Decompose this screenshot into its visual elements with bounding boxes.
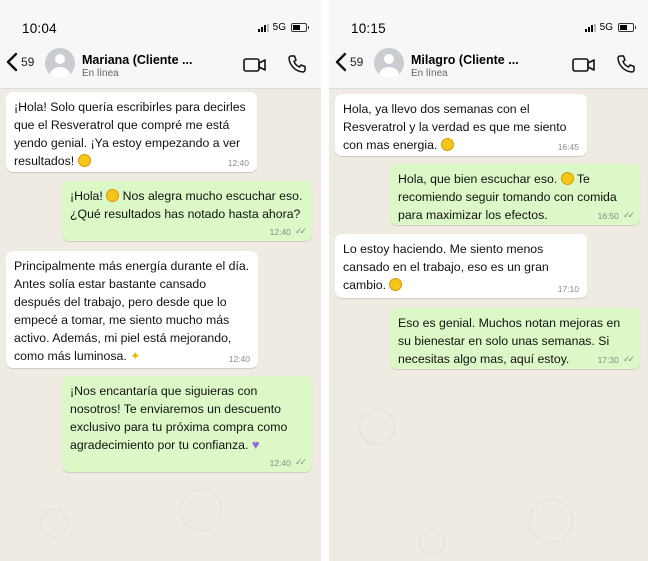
message-text xyxy=(343,240,579,294)
contact-info[interactable] xyxy=(411,53,519,79)
battery-icon xyxy=(618,23,634,32)
status-bar xyxy=(0,0,321,40)
chat-screen-milagro xyxy=(329,0,648,561)
chevron-left-icon xyxy=(6,52,18,72)
message-time: 16:45 xyxy=(557,142,579,152)
back-button[interactable] xyxy=(6,52,34,72)
phone-call-icon[interactable] xyxy=(616,54,636,74)
message-text xyxy=(343,100,579,154)
wallpaper-doodle xyxy=(359,409,395,445)
message-greeting: Hola, que bien escuchar eso. xyxy=(398,172,558,186)
message-time: 12:40 xyxy=(269,226,291,237)
flexed-person-icon xyxy=(441,138,454,151)
message-text xyxy=(70,382,304,454)
message-body: Te recomiendo seguir tomando con comida para maximizar los efectos. xyxy=(398,172,617,222)
message-body: Eso es genial. Muchos notan mejoras en su bienestar en solo unas semanas. Si necesitas algo mas, aquí estoy. xyxy=(398,316,621,366)
status-bar xyxy=(329,0,648,40)
smiling-face-icon xyxy=(106,189,119,202)
message-meta xyxy=(558,284,579,294)
message-outgoing[interactable] xyxy=(62,181,312,241)
chat-screen-mariana xyxy=(0,0,321,561)
wallpaper-doodle xyxy=(529,499,573,543)
message-body: Lo estoy haciendo. Me siento menos cansado en el trabajo, eso es un gran cambio. xyxy=(343,242,549,292)
message-meta xyxy=(270,457,304,468)
read-receipt-icon: ✓✓ xyxy=(294,457,304,467)
avatar[interactable] xyxy=(45,48,75,78)
contact-name: Mariana (Cliente ... xyxy=(82,53,193,67)
video-call-icon[interactable] xyxy=(243,57,267,73)
network-label: 5G xyxy=(272,22,286,33)
message-time: 17:10 xyxy=(557,284,579,294)
wallpaper-doodle xyxy=(419,529,445,555)
grinning-face-icon xyxy=(389,278,402,291)
contact-name: Milagro (Cliente ... xyxy=(411,53,519,67)
message-greeting: ¡Hola! xyxy=(70,189,103,203)
chat-area[interactable] xyxy=(329,89,648,561)
message-body: Hola, ya llevo dos semanas con el Resveratrol y la verdad es que me siento con mas energia. xyxy=(343,102,567,152)
message-body: Nos alegra mucho escuchar eso. ¿Qué resultados has notado hasta ahora? xyxy=(70,189,303,221)
unread-count: 59 xyxy=(21,55,35,69)
message-outgoing[interactable] xyxy=(390,164,640,225)
message-text xyxy=(14,257,250,365)
message-incoming[interactable] xyxy=(335,94,587,156)
message-incoming[interactable] xyxy=(335,234,587,298)
read-receipt-icon: ✓✓ xyxy=(622,210,632,220)
wallpaper-doodle xyxy=(40,509,68,537)
status-indicators xyxy=(258,22,307,33)
avatar[interactable] xyxy=(374,48,404,78)
video-call-icon[interactable] xyxy=(572,57,596,73)
grinning-face-icon xyxy=(78,154,91,167)
message-time: 12:40 xyxy=(269,457,291,468)
chevron-left-icon xyxy=(335,52,347,72)
contact-status: En línea xyxy=(82,68,119,79)
screen-divider xyxy=(321,0,329,561)
message-body: ¡Hola! Solo quería escribirles para decirles que el Resveratrol que compré me está yendo genial. ¡Ya estoy empezando a ver resultados! xyxy=(14,100,246,168)
message-text xyxy=(14,98,249,170)
message-time: 16:50 xyxy=(597,210,619,221)
back-button[interactable] xyxy=(335,52,363,72)
message-body: Principalmente más energía durante el día. Antes solía estar bastante cansado después del trabajo, pero desde que lo empecé a tomar, me siento mucho más activo. Además, mi piel está mejorando, como más luminosa. xyxy=(14,259,250,363)
message-outgoing[interactable] xyxy=(62,376,312,472)
message-incoming[interactable] xyxy=(6,92,257,172)
message-meta xyxy=(229,354,250,364)
message-meta xyxy=(228,158,249,168)
signal-icon xyxy=(258,24,269,32)
smiling-face-icon xyxy=(561,172,574,185)
sparkles-icon: ✦ xyxy=(130,349,141,363)
contact-info[interactable] xyxy=(82,53,192,79)
chat-area[interactable] xyxy=(0,89,321,561)
message-text xyxy=(70,187,304,223)
message-meta xyxy=(598,210,632,221)
message-time: 12:40 xyxy=(228,354,250,364)
message-time: 17:30 xyxy=(597,354,619,365)
message-outgoing[interactable] xyxy=(390,308,640,369)
purple-heart-icon: ♥ xyxy=(251,437,260,452)
message-meta xyxy=(270,226,304,237)
read-receipt-icon: ✓✓ xyxy=(622,354,632,364)
chat-header xyxy=(329,40,648,89)
contact-status: En línea xyxy=(411,68,448,79)
message-meta xyxy=(558,142,579,152)
status-time: 10:15 xyxy=(351,21,386,36)
message-time: 12:40 xyxy=(227,158,249,168)
message-incoming[interactable] xyxy=(6,251,258,368)
read-receipt-icon: ✓✓ xyxy=(294,226,304,236)
wallpaper-doodle xyxy=(180,489,222,531)
battery-icon xyxy=(291,23,307,32)
network-label: 5G xyxy=(599,22,613,33)
chat-header xyxy=(0,40,321,89)
signal-icon xyxy=(585,24,596,32)
status-indicators xyxy=(585,22,634,33)
message-meta xyxy=(598,354,632,365)
status-time: 10:04 xyxy=(22,21,57,36)
phone-call-icon[interactable] xyxy=(287,54,307,74)
unread-count: 59 xyxy=(350,55,364,69)
message-body: ¡Nos encantaría que siguieras con nosotros! Te enviaremos un descuento exclusivo para tu próxima compra como agradecimiento por tu confianza. xyxy=(70,384,288,452)
